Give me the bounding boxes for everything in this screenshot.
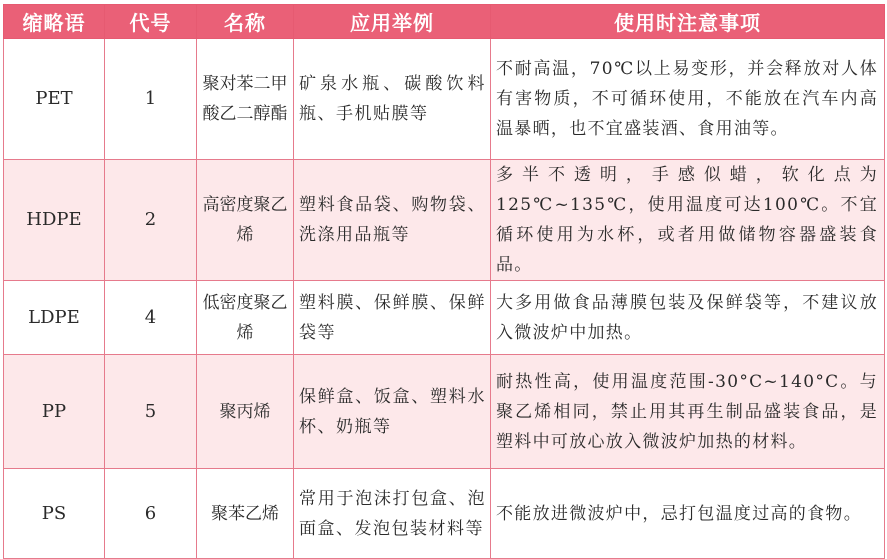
cell-name: 聚丙烯 [197,355,294,469]
cell-notes: 耐热性高，使用温度范围-30°C~140°C。与聚乙烯相同，禁止用其再生制品盛装食品，是塑料中可放心放入微波炉加热的材料。 [491,355,885,469]
cell-code: 5 [105,355,197,469]
cell-abbr: PP [4,355,105,469]
table-row-ps [4,469,885,559]
cell-notes: 多半不透明，手感似蜡，软化点为125℃~135℃，使用温度可达100℃。不宜循环使用为水杯，或者用做储物容器盛装食品。 [491,160,885,281]
cell-examples: 塑料膜、保鲜膜、保鲜袋等 [294,281,491,355]
cell-abbr: HDPE [4,160,105,281]
cell-notes: 不能放进微波炉中，忌打包温度过高的食物。 [491,469,885,559]
table-body [4,39,885,559]
cell-name: 高密度聚乙烯 [197,160,294,281]
cell-abbr: PS [4,469,105,559]
header-row [4,5,885,39]
table-header [4,5,885,39]
cell-code: 6 [105,469,197,559]
table-row-hdpe [4,160,885,281]
header-examples: 应用举例 [294,5,491,39]
cell-notes: 不耐高温，70℃以上易变形，并会释放对人体有害物质，不可循环使用，不能放在汽车内高温暴晒，也不宜盛装酒、食用油等。 [491,39,885,160]
cell-abbr: PET [4,39,105,160]
cell-examples: 塑料食品袋、购物袋、洗涤用品瓶等 [294,160,491,281]
cell-code: 1 [105,39,197,160]
cell-examples: 常用于泡沫打包盒、泡面盒、发泡包装材料等 [294,469,491,559]
table-row-pet [4,39,885,160]
cell-name: 聚苯乙烯 [197,469,294,559]
cell-name: 聚对苯二甲酸乙二醇酯 [197,39,294,160]
header-abbr: 缩略语 [4,5,105,39]
cell-code: 4 [105,281,197,355]
cell-notes: 大多用做食品薄膜包装及保鲜袋等，不建议放入微波炉中加热。 [491,281,885,355]
cell-name: 低密度聚乙烯 [197,281,294,355]
header-name: 名称 [197,5,294,39]
table-row-pp [4,355,885,469]
header-notes: 使用时注意事项 [491,5,885,39]
cell-abbr: LDPE [4,281,105,355]
header-code: 代号 [105,5,197,39]
cell-examples: 保鲜盒、饭盒、塑料水杯、奶瓶等 [294,355,491,469]
plastics-table [3,4,885,559]
cell-examples: 矿泉水瓶、碳酸饮料瓶、手机贴膜等 [294,39,491,160]
table-row-ldpe [4,281,885,355]
cell-code: 2 [105,160,197,281]
